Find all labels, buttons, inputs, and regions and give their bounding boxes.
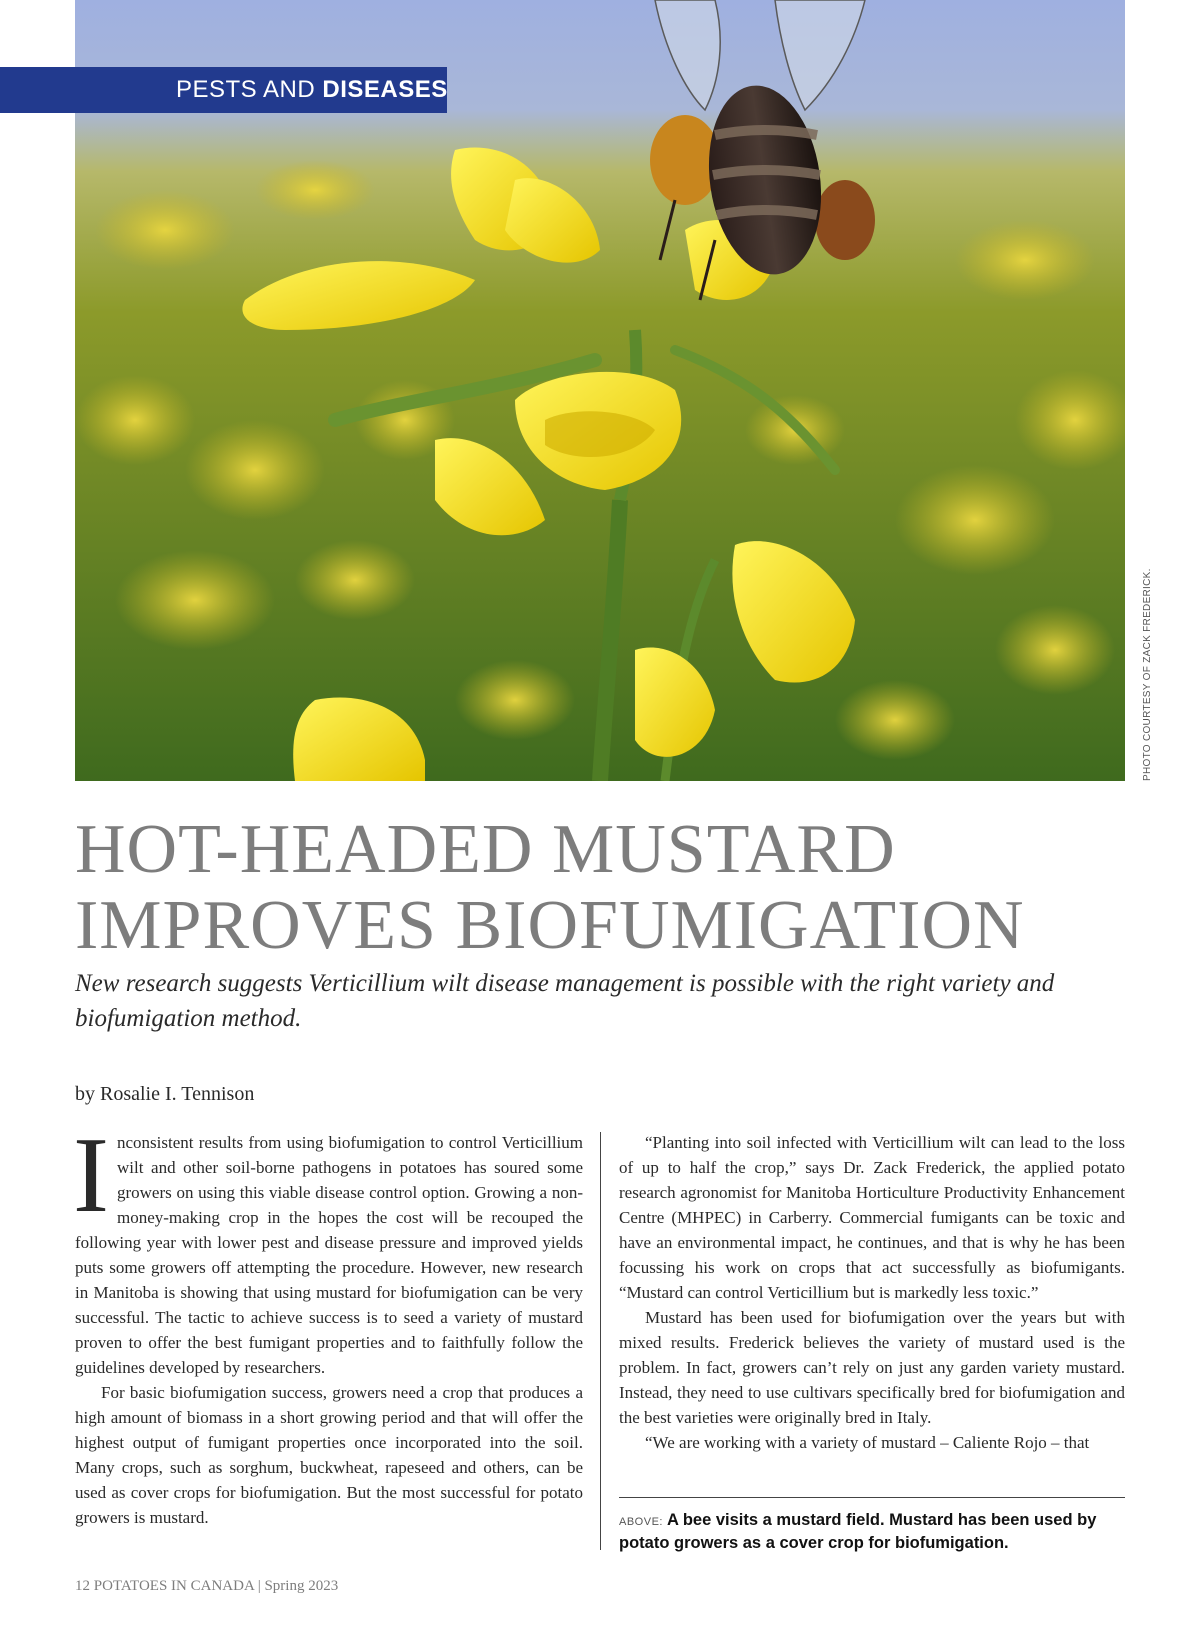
byline: by Rosalie I. Tennison xyxy=(75,1083,255,1105)
body-paragraph: For basic biofumigation success, growers need a crop that produces a high amount of biomass in a short growing period and that will offer the highest output of fumigant properties once incorporated into the soil. Many crops, such as sorghum, buckwheat, rapeseed and others, can be used as cover crops for biofumigation. But the most successful for potato growers is mustard. xyxy=(75,1383,583,1527)
photo-caption xyxy=(619,1510,1125,1554)
section-prefix: PESTS AND xyxy=(176,76,316,103)
headline-line-2: IMPROVES BIOFUMIGATION xyxy=(75,887,1025,964)
caption-divider xyxy=(619,1497,1125,1498)
bee-on-mustard-flower-image xyxy=(75,0,1125,781)
photo-credit: PHOTO COURTESY OF ZACK FREDERICK. xyxy=(1142,568,1153,781)
headline xyxy=(75,812,1135,964)
section-emphasis: DISEASES xyxy=(322,76,448,103)
body-paragraph: Mustard has been used for biofumigation over the years but with mixed results. Frederick believes the variety of mustard used is the problem. In fact, growers can’t rely on just any garden variety mustard. Instead, they need to use cultivars specifically bred for biofumigation and the best varieties were originally bred in Italy. xyxy=(619,1308,1125,1427)
body-paragraph: “We are working with a variety of mustard – Caliente Rojo – that xyxy=(645,1433,1090,1452)
caption-lead: ABOVE: xyxy=(619,1516,663,1528)
headline-line-1: HOT-HEADED MUSTARD xyxy=(75,811,896,888)
deck: New research suggests Verticillium wilt disease management is possible with the right variety and biofumigation method. xyxy=(75,970,1055,1032)
section-tab xyxy=(0,67,447,113)
paragraph-text: nconsistent results from using biofumigation to control Verticillium wilt and other soil-borne pathogens in potatoes has soured some growers on using this viable disease control option. Growing a non-money-making crop in the hopes the cost will be recouped the following year with lower pest and disease pressure and improved yields puts some growers off attempting the procedure. However, new research in Manitoba is showing that using mustard for biofumigation can be very successful. The tactic to achieve success is to seed a variety of mustard proven to offer the best fumigant properties and to faithfully follow the guidelines developed by researchers. xyxy=(75,1133,583,1377)
hero-photo xyxy=(75,0,1125,781)
page-folio: 12 POTATOES IN CANADA | Spring 2023 xyxy=(75,1578,339,1594)
body-paragraph: “Planting into soil infected with Verticillium wilt can lead to the loss of up to half the crop,” says Dr. Zack Frederick, the applied potato research agronomist for Manitoba Horticulture Productivity Enhancement Centre (MHPEC) in Carberry. Commercial fumigants can be toxic and have an environmental impact, he continues, and that is why he has been focussing his work on crops that act successfully as biofumigants. “Mustard can control Verticillium but is markedly less toxic.” xyxy=(619,1133,1125,1302)
drop-cap: I xyxy=(73,1116,109,1235)
article-column-left xyxy=(73,1116,583,1530)
caption-text: A bee visits a mustard field. Mustard has been used by potato growers as a cover crop for biofumigation. xyxy=(619,1511,1097,1552)
article-column-right xyxy=(619,1130,1125,1455)
column-divider xyxy=(600,1132,601,1550)
body-paragraph xyxy=(73,1116,583,1380)
